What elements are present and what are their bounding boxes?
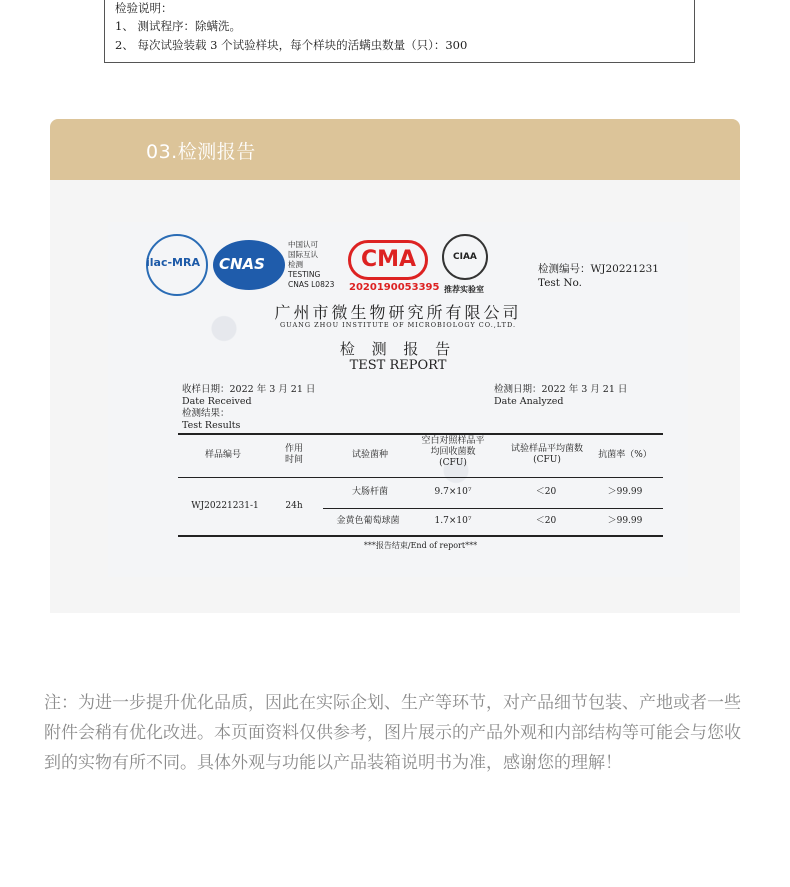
cnas-logo: CNAS <box>213 240 285 290</box>
section-title: 03.检测报告 <box>146 141 256 163</box>
cell-rate-1: ＞99.99 <box>607 487 643 497</box>
report-number: 检测编号：WJ20221231 Test No. <box>538 263 659 289</box>
cma-logo: CMA <box>348 240 428 280</box>
ilac-mra-logo: ilac-MRA <box>146 234 208 296</box>
institute-name-en: GUANG ZHOU INSTITUTE OF MICROBIOLOGY CO.,LTD. <box>279 321 517 329</box>
cell-test-2: ＜20 <box>535 516 557 526</box>
table-top-rule <box>178 433 663 435</box>
table-row-divider <box>323 508 663 509</box>
date-received: 收样日期：2022 年 3 月 21 日 Date Received 检测结果： Test Results <box>182 384 316 431</box>
report-title-en: TEST REPORT <box>349 358 447 373</box>
test-report-certificate <box>108 222 688 577</box>
test-notes-document <box>104 0 695 63</box>
date-analyzed: 检测日期：2022 年 3 月 21 日 Date Analyzed <box>494 384 628 407</box>
cell-time: 24h <box>285 501 303 511</box>
table-bottom-rule <box>178 535 663 537</box>
cell-control-2: 1.7×10⁷ <box>434 516 472 526</box>
header-time: 作用 时间 <box>284 444 303 465</box>
cell-rate-2: ＞99.99 <box>607 516 643 526</box>
cell-sample-id: WJ20221231-1 <box>191 501 259 511</box>
notes-item-2: 2、 每次试验装载 3 个试验样块，每个样块的活螨虫数量（只）：300 <box>115 38 468 52</box>
header-sample-id: 样品编号 <box>204 450 241 460</box>
report-title-cn: 检 测 报 告 <box>339 340 457 358</box>
header-test-sample: 试验样品平均菌数 (CFU) <box>510 444 583 465</box>
cell-strain-2: 金黄色葡萄球菌 <box>336 516 400 526</box>
cell-strain-1: 大肠杆菌 <box>351 487 388 497</box>
notes-heading: 检验说明： <box>115 1 173 15</box>
notes-item-1: 1、 测试程序：除螨洗。 <box>115 19 241 33</box>
cma-number: 2020190053395 <box>349 282 440 293</box>
header-rate: 抗菌率（%） <box>598 450 652 460</box>
header-strain: 试验菌种 <box>351 450 388 460</box>
cell-test-1: ＜20 <box>535 487 557 497</box>
institute-name-cn: 广州市微生物研究所有限公司 <box>274 303 522 322</box>
section-banner <box>50 119 740 180</box>
end-of-report: ***报告结束/End of report*** <box>363 541 478 550</box>
table-header-rule <box>178 477 663 478</box>
cnas-accreditation-text: 中国认可 国际互认 检测 TESTING CNAS L0823 <box>288 240 335 289</box>
disclaimer-note: 注：为进一步提升优化品质，因此在实际企划、生产等环节，对产品细节包装、产地或者一些附件会稍有优化改进。本页面资料仅供参考，图片展示的产品外观和内部结构等可能会与您收到的实物有所不同。具体外观与功能以产品装箱说明书为准，感谢您的理解！ <box>44 693 741 773</box>
ciaa-label: 推荐实验室 <box>444 285 484 294</box>
cell-control-1: 9.7×10⁷ <box>434 487 472 497</box>
ciaa-logo: CIAA <box>442 234 488 280</box>
header-control: 空白对照样品平 均回收菌数 (CFU) <box>421 436 485 468</box>
